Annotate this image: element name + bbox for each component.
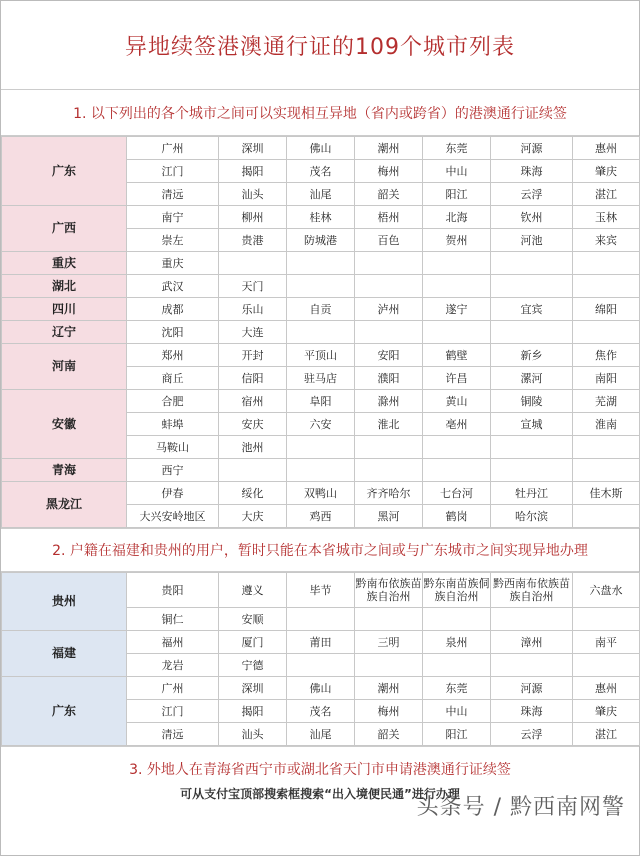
city-cell: 桂林 — [287, 206, 355, 229]
city-cell — [355, 608, 423, 631]
city-cell — [355, 436, 423, 459]
city-cell: 亳州 — [423, 413, 491, 436]
city-cell: 三明 — [355, 631, 423, 654]
city-cell: 黔南布依族苗族自治州 — [355, 573, 423, 608]
footer-notice — [1, 746, 639, 823]
province-cell: 辽宁 — [2, 321, 127, 344]
city-cell: 齐齐哈尔 — [355, 482, 423, 505]
city-cell: 成都 — [127, 298, 219, 321]
city-cell — [573, 459, 640, 482]
city-cell: 崇左 — [127, 229, 219, 252]
city-cell — [423, 654, 491, 677]
city-cell: 黔东南苗族侗族自治州 — [423, 573, 491, 608]
table-row — [2, 137, 640, 160]
city-cell: 珠海 — [491, 700, 573, 723]
city-cell — [287, 275, 355, 298]
city-cell: 漯河 — [491, 367, 573, 390]
city-cell: 惠州 — [573, 677, 640, 700]
table-row — [2, 275, 640, 298]
province-cell: 福建 — [2, 631, 127, 677]
province-cell: 贵州 — [2, 573, 127, 631]
city-cell — [573, 252, 640, 275]
city-cell: 自贡 — [287, 298, 355, 321]
city-cell — [423, 252, 491, 275]
city-cell: 泉州 — [423, 631, 491, 654]
city-cell: 茂名 — [287, 160, 355, 183]
city-cell: 芜湖 — [573, 390, 640, 413]
city-cell: 茂名 — [287, 700, 355, 723]
page-title: 异地续签港澳通行证的109个城市列表 — [1, 1, 639, 90]
city-cell: 河源 — [491, 677, 573, 700]
city-cell — [573, 275, 640, 298]
province-cell: 青海 — [2, 459, 127, 482]
city-cell: 鹤壁 — [423, 344, 491, 367]
city-cell — [491, 252, 573, 275]
table-row — [2, 298, 640, 321]
city-cell: 佳木斯 — [573, 482, 640, 505]
city-cell: 鹤岗 — [423, 505, 491, 528]
city-cell: 蚌埠 — [127, 413, 219, 436]
city-cell: 遵义 — [219, 573, 287, 608]
city-cell: 铜陵 — [491, 390, 573, 413]
city-cell: 遂宁 — [423, 298, 491, 321]
city-cell: 天门 — [219, 275, 287, 298]
city-cell — [491, 275, 573, 298]
city-cell: 铜仁 — [127, 608, 219, 631]
table-row — [2, 631, 640, 654]
city-cell: 肇庆 — [573, 160, 640, 183]
city-cell: 郑州 — [127, 344, 219, 367]
city-cell: 韶关 — [355, 183, 423, 206]
city-cell — [573, 505, 640, 528]
city-cell: 广州 — [127, 137, 219, 160]
table-row — [2, 390, 640, 413]
city-cell — [219, 459, 287, 482]
city-cell: 武汉 — [127, 275, 219, 298]
city-cell: 平顶山 — [287, 344, 355, 367]
city-cell — [355, 252, 423, 275]
city-cell: 韶关 — [355, 723, 423, 746]
city-cell: 信阳 — [219, 367, 287, 390]
city-cell: 合肥 — [127, 390, 219, 413]
city-cell: 深圳 — [219, 137, 287, 160]
city-cell: 河池 — [491, 229, 573, 252]
city-cell: 梅州 — [355, 700, 423, 723]
city-cell: 钦州 — [491, 206, 573, 229]
province-cell: 四川 — [2, 298, 127, 321]
city-cell: 南宁 — [127, 206, 219, 229]
city-cell: 哈尔滨 — [491, 505, 573, 528]
city-cell: 商丘 — [127, 367, 219, 390]
city-cell: 许昌 — [423, 367, 491, 390]
city-cell: 宁德 — [219, 654, 287, 677]
table-row — [2, 677, 640, 700]
city-cell: 七台河 — [423, 482, 491, 505]
notice-2: 2. 户籍在福建和贵州的用户，暂时只能在本省城市之间或与广东城市之间实现异地办理 — [1, 528, 639, 572]
city-cell: 深圳 — [219, 677, 287, 700]
city-cell: 濮阳 — [355, 367, 423, 390]
city-cell — [573, 608, 640, 631]
city-cell: 江门 — [127, 700, 219, 723]
city-cell: 漳州 — [491, 631, 573, 654]
city-cell: 新乡 — [491, 344, 573, 367]
city-cell: 揭阳 — [219, 700, 287, 723]
city-cell — [355, 275, 423, 298]
city-cell: 大庆 — [219, 505, 287, 528]
city-cell: 绵阳 — [573, 298, 640, 321]
city-cell: 南平 — [573, 631, 640, 654]
city-cell: 驻马店 — [287, 367, 355, 390]
table-row — [2, 252, 640, 275]
table-row — [2, 321, 640, 344]
city-cell — [287, 436, 355, 459]
city-table-2 — [1, 572, 640, 746]
city-cell — [423, 321, 491, 344]
city-cell: 滁州 — [355, 390, 423, 413]
city-cell — [423, 459, 491, 482]
city-cell: 防城港 — [287, 229, 355, 252]
city-cell: 贵港 — [219, 229, 287, 252]
city-cell: 北海 — [423, 206, 491, 229]
city-cell: 汕头 — [219, 183, 287, 206]
city-cell: 佛山 — [287, 137, 355, 160]
city-cell — [287, 252, 355, 275]
province-cell: 广东 — [2, 677, 127, 746]
city-cell — [355, 459, 423, 482]
city-cell: 阜阳 — [287, 390, 355, 413]
city-cell: 潮州 — [355, 137, 423, 160]
province-cell: 重庆 — [2, 252, 127, 275]
city-cell — [423, 608, 491, 631]
city-cell: 西宁 — [127, 459, 219, 482]
city-cell: 中山 — [423, 160, 491, 183]
city-cell: 汕尾 — [287, 723, 355, 746]
city-cell: 沈阳 — [127, 321, 219, 344]
city-cell: 马鞍山 — [127, 436, 219, 459]
city-cell: 黑河 — [355, 505, 423, 528]
city-cell: 乐山 — [219, 298, 287, 321]
city-cell: 安庆 — [219, 413, 287, 436]
city-cell: 潮州 — [355, 677, 423, 700]
notice-3: 3. 外地人在青海省西宁市或湖北省天门市申请港澳通行证续签 — [129, 762, 511, 778]
city-cell: 牡丹江 — [491, 482, 573, 505]
city-cell: 安阳 — [355, 344, 423, 367]
city-cell: 淮北 — [355, 413, 423, 436]
table-row — [2, 573, 640, 608]
province-cell: 湖北 — [2, 275, 127, 298]
city-cell: 东莞 — [423, 137, 491, 160]
table-row — [2, 344, 640, 367]
city-cell: 淮南 — [573, 413, 640, 436]
city-cell: 河源 — [491, 137, 573, 160]
city-cell: 大连 — [219, 321, 287, 344]
city-cell — [355, 654, 423, 677]
city-cell: 六盘水 — [573, 573, 640, 608]
province-cell: 黑龙江 — [2, 482, 127, 528]
city-cell — [573, 321, 640, 344]
city-cell: 贺州 — [423, 229, 491, 252]
city-table-1 — [1, 136, 640, 528]
city-cell: 龙岩 — [127, 654, 219, 677]
city-cell: 汕头 — [219, 723, 287, 746]
city-cell — [287, 321, 355, 344]
city-cell — [219, 252, 287, 275]
city-cell — [573, 654, 640, 677]
city-cell: 阳江 — [423, 183, 491, 206]
city-cell: 伊春 — [127, 482, 219, 505]
city-cell: 珠海 — [491, 160, 573, 183]
city-cell: 绥化 — [219, 482, 287, 505]
city-cell: 安顺 — [219, 608, 287, 631]
city-cell: 清远 — [127, 183, 219, 206]
city-cell: 阳江 — [423, 723, 491, 746]
city-cell: 广州 — [127, 677, 219, 700]
city-cell: 黄山 — [423, 390, 491, 413]
city-cell: 开封 — [219, 344, 287, 367]
table-row — [2, 482, 640, 505]
city-cell: 揭阳 — [219, 160, 287, 183]
city-cell: 佛山 — [287, 677, 355, 700]
table-row — [2, 459, 640, 482]
province-cell: 广东 — [2, 137, 127, 206]
city-cell: 毕节 — [287, 573, 355, 608]
city-cell: 泸州 — [355, 298, 423, 321]
city-cell — [423, 275, 491, 298]
city-cell: 黔西南布依族苗族自治州 — [491, 573, 573, 608]
notice-3-sub: 可从支付宝顶部搜索框搜索“出入境便民通”进行办理 — [180, 787, 460, 801]
city-cell — [491, 654, 573, 677]
province-cell: 安徽 — [2, 390, 127, 459]
city-cell: 柳州 — [219, 206, 287, 229]
city-cell: 玉林 — [573, 206, 640, 229]
city-cell: 贵阳 — [127, 573, 219, 608]
city-cell: 六安 — [287, 413, 355, 436]
city-cell: 云浮 — [491, 183, 573, 206]
city-cell — [491, 436, 573, 459]
city-cell: 江门 — [127, 160, 219, 183]
city-cell — [491, 608, 573, 631]
city-cell: 湛江 — [573, 183, 640, 206]
city-cell: 福州 — [127, 631, 219, 654]
city-cell: 云浮 — [491, 723, 573, 746]
city-cell: 宿州 — [219, 390, 287, 413]
city-cell: 池州 — [219, 436, 287, 459]
city-cell — [573, 436, 640, 459]
city-cell: 梧州 — [355, 206, 423, 229]
city-cell: 莆田 — [287, 631, 355, 654]
city-cell — [491, 459, 573, 482]
city-cell: 湛江 — [573, 723, 640, 746]
city-cell — [491, 321, 573, 344]
table-row — [2, 206, 640, 229]
city-cell: 宜宾 — [491, 298, 573, 321]
city-cell — [287, 608, 355, 631]
city-cell: 来宾 — [573, 229, 640, 252]
city-cell: 百色 — [355, 229, 423, 252]
city-cell: 汕尾 — [287, 183, 355, 206]
watermark: 头条号 / 黔西南网警 — [416, 795, 625, 820]
city-cell: 南阳 — [573, 367, 640, 390]
city-cell — [287, 459, 355, 482]
city-cell: 厦门 — [219, 631, 287, 654]
city-cell: 肇庆 — [573, 700, 640, 723]
province-cell: 广西 — [2, 206, 127, 252]
city-cell: 焦作 — [573, 344, 640, 367]
city-cell: 惠州 — [573, 137, 640, 160]
city-cell: 宣城 — [491, 413, 573, 436]
city-cell — [287, 654, 355, 677]
province-cell: 河南 — [2, 344, 127, 390]
city-cell: 鸡西 — [287, 505, 355, 528]
city-cell: 清远 — [127, 723, 219, 746]
city-cell: 重庆 — [127, 252, 219, 275]
city-cell: 东莞 — [423, 677, 491, 700]
city-cell: 中山 — [423, 700, 491, 723]
city-cell — [423, 436, 491, 459]
city-cell: 大兴安岭地区 — [127, 505, 219, 528]
city-cell: 双鸭山 — [287, 482, 355, 505]
city-cell: 梅州 — [355, 160, 423, 183]
notice-1: 1. 以下列出的各个城市之间可以实现相互异地（省内或跨省）的港澳通行证续签 — [1, 90, 639, 136]
city-cell — [355, 321, 423, 344]
